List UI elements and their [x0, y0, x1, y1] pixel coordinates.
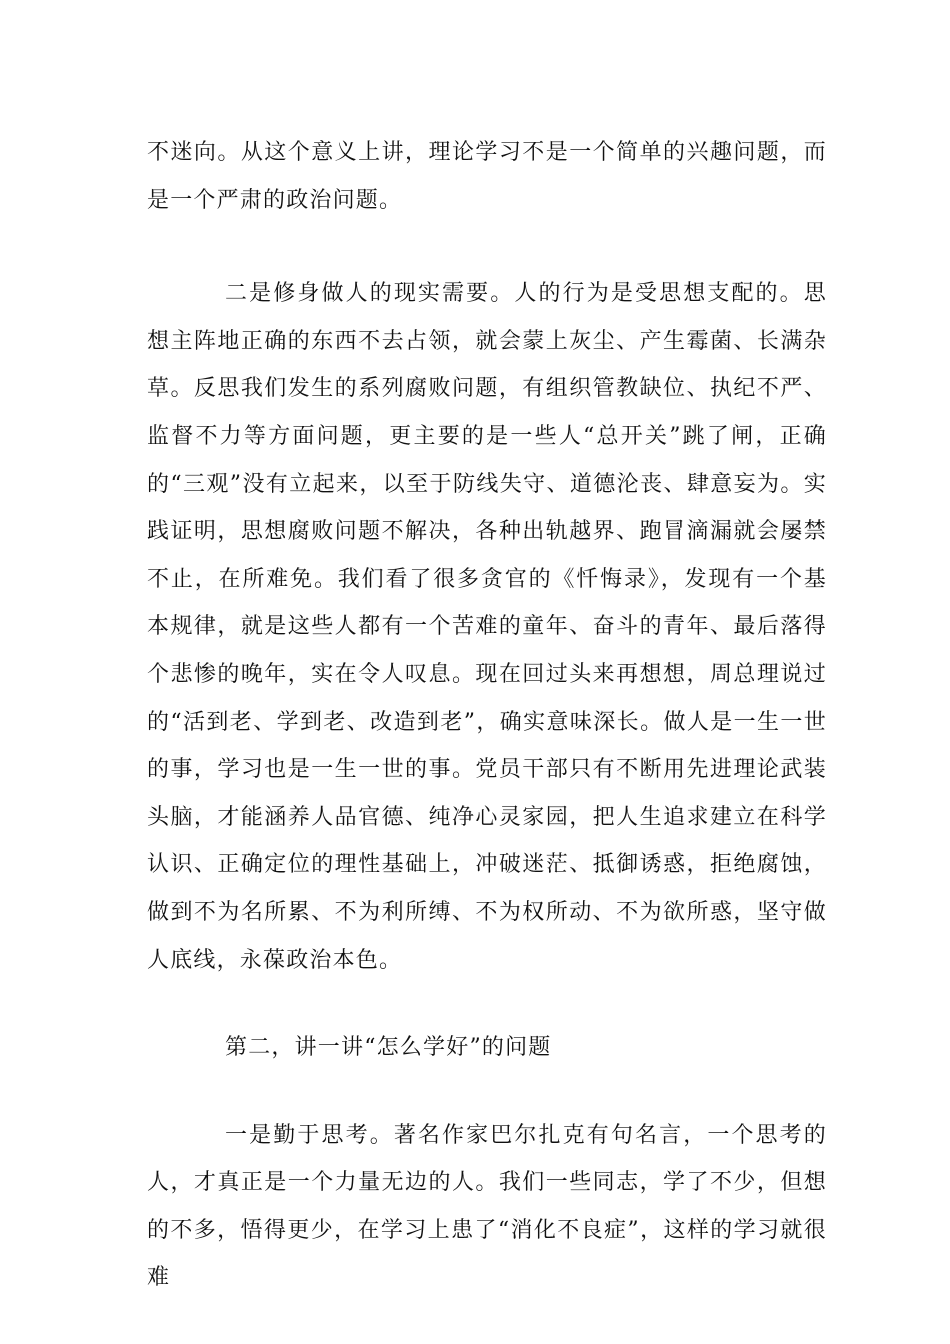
document-body [147, 129, 827, 1302]
section-heading-how-to-learn: 第二，讲一讲“怎么学好”的问题 [225, 1035, 552, 1061]
paragraph-theory-study-conclusion: 不迷向。从这个意义上讲，理论学习不是一个简单的兴趣问题，而是一个严肃的政治问题。 [147, 140, 827, 213]
paragraph-self-cultivation: 二是修身做人的现实需要。人的行为是受思想支配的。思想主阵地正确的东西不去占领，就会蒙上灰尘、产生霉菌、长满杂草。反思我们发生的系列腐败问题，有组织管教缺位、执纪不严、监督不力等方面问题，更主要的是一些人“总开关”跳了闸，正确的“三观”没有立起来，以至于防线失守、道德沦丧、肆意妄为。实践证明，思想腐败问题不解决，各种出轨越界、跑冒滴漏就会屡禁不止，在所难免。我们看了很多贪官的《忏悔录》，发现有一个基本规律，就是这些人都有一个苦难的童年、奋斗的青年、最后落得个悲惨的晚年，实在令人叹息。现在回过头来再想想，周总理说过的“活到老、学到老、改造到老”，确实意味深长。做人是一生一世的事，学习也是一生一世的事。党员干部只有不断用先进理论武装头脑，才能涵养人品官德、纯净心灵家园，把人生追求建立在科学认识、正确定位的理性基础上，冲破迷茫、抵御诱惑，拒绝腐蚀，做到不为名所累、不为利所缚、不为权所动、不为欲所惑，坚守做人底线，永葆政治本色。 [147, 281, 827, 973]
paragraph-diligent-thinking: 一是勤于思考。著名作家巴尔扎克有句名言，一个思考的人，才真正是一个力量无边的人。我们一些同志，学了不少，但想的不多，悟得更少，在学习上患了“消化不良症”，这样的学习就很难 [147, 1122, 827, 1291]
